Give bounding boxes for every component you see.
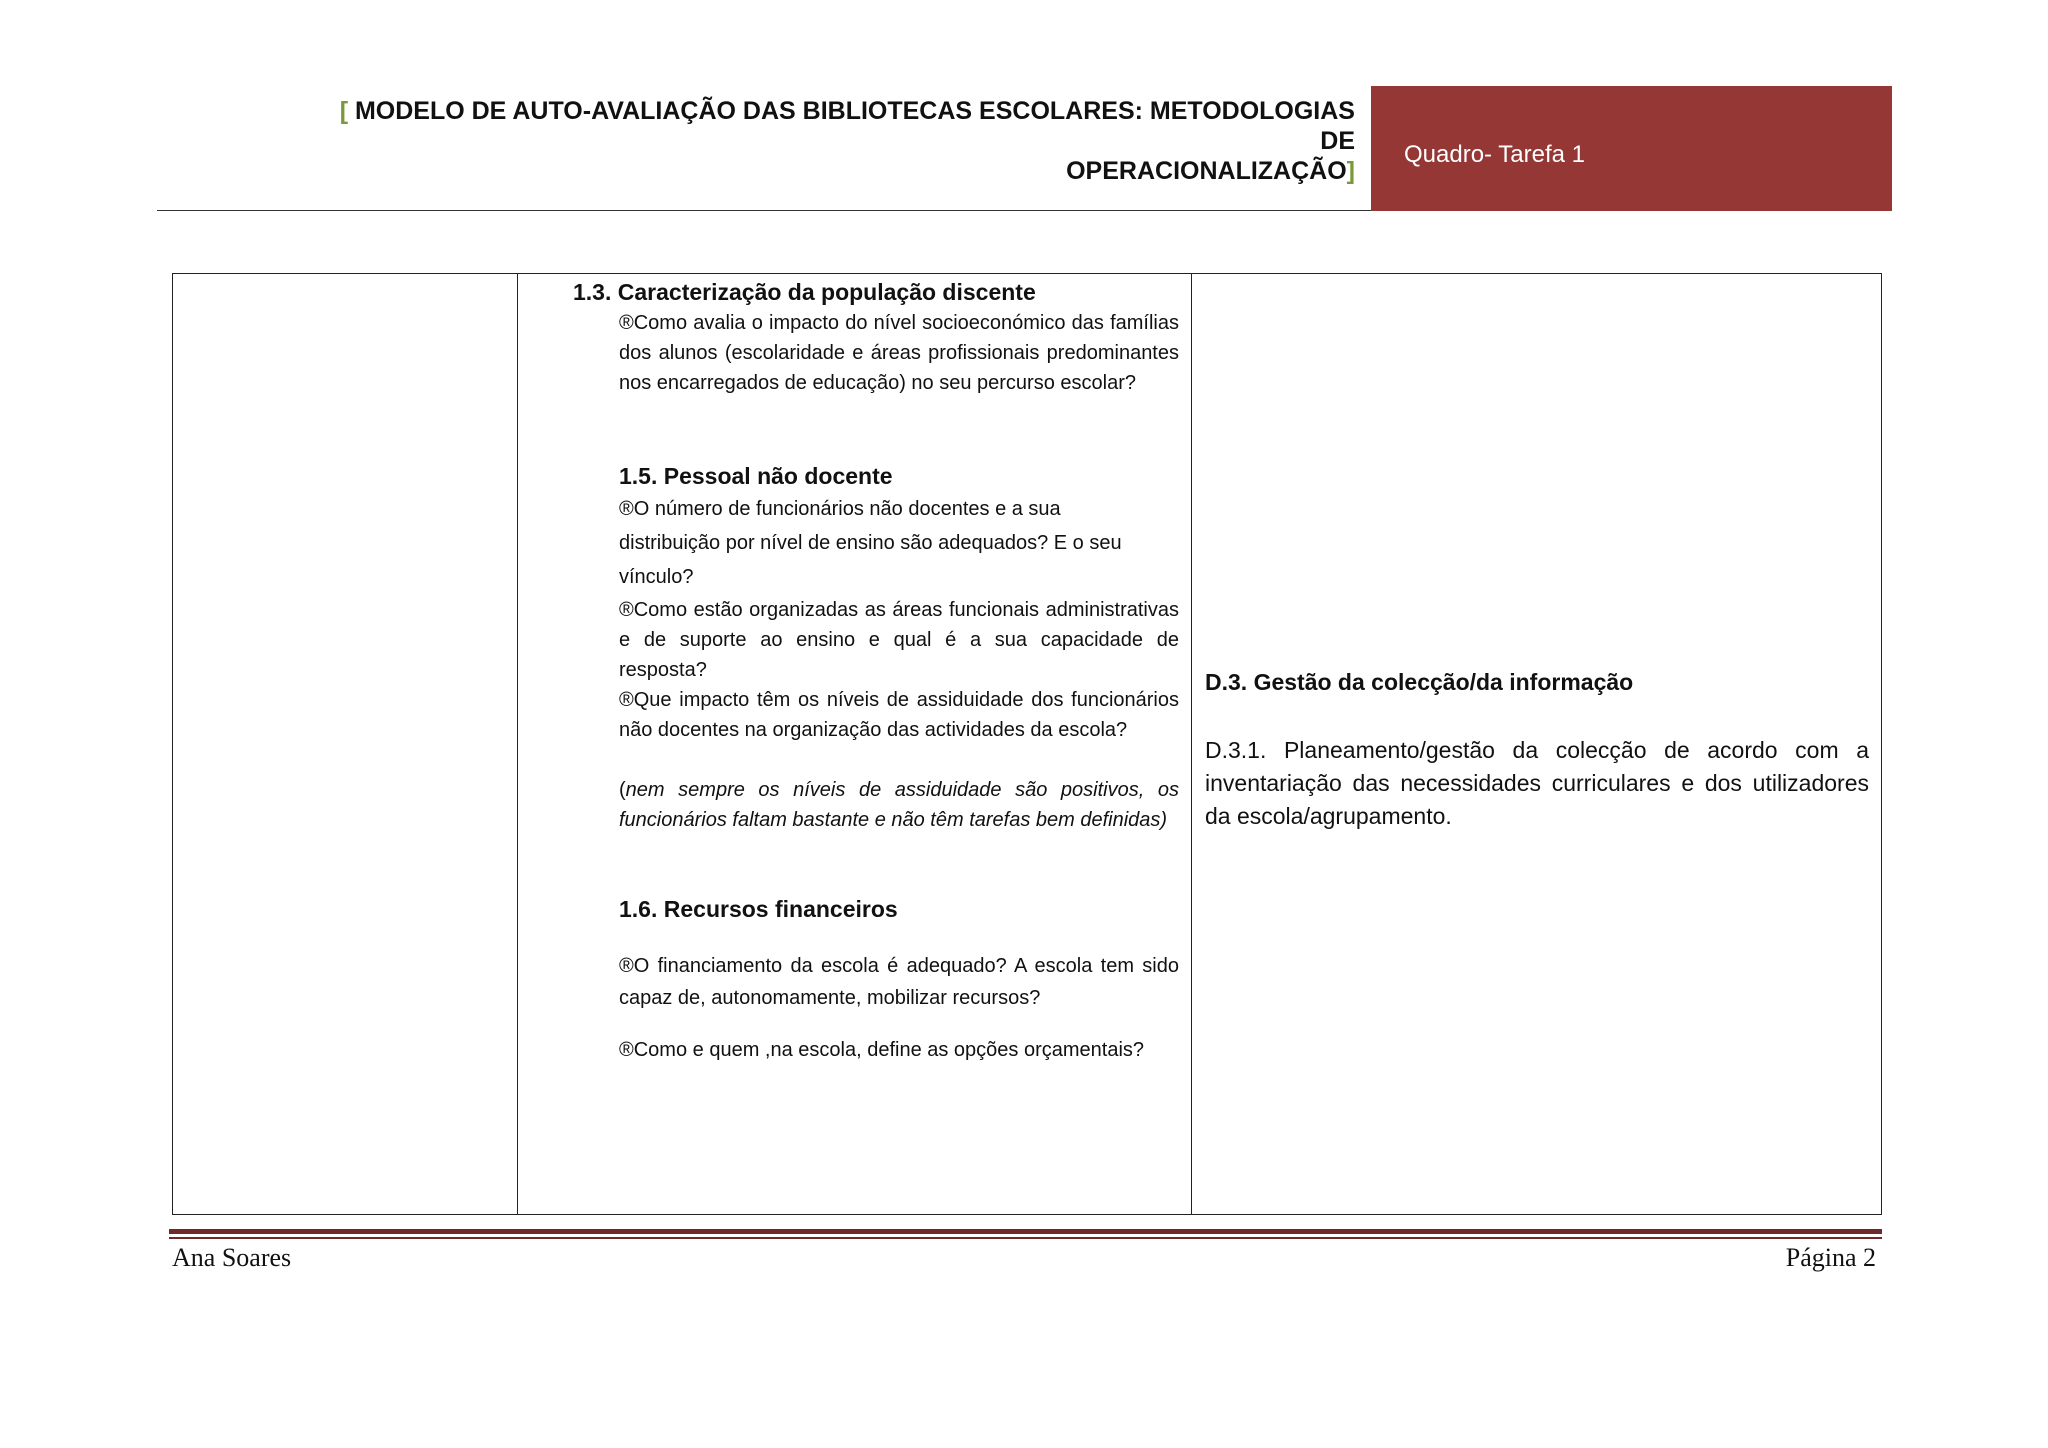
- header-title-text2: OPERACIONALIZAÇÃO: [1066, 157, 1347, 185]
- header-bracket-open: [: [339, 97, 349, 125]
- section-1-5-question-1: [619, 492, 1122, 594]
- footer-rule-thick: [169, 1229, 1882, 1234]
- header-title-line2: [330, 156, 1355, 186]
- header-title-text1: MODELO DE AUTO-AVALIAÇÃO DAS BIBLIOTECAS ESCOLARES: METODOLOGIAS DE: [348, 97, 1355, 155]
- section-1-5-q1-line2: distribuição por nível de ensino são adequados? E o seu: [619, 532, 1122, 554]
- footer-author: Ana Soares: [172, 1243, 292, 1272]
- header-title-line1: [330, 96, 1355, 156]
- section-1-6-question-2: ®Como e quem ,na escola, define as opções orçamentais?: [619, 1039, 1145, 1061]
- section-1-5-q1-line1: ®O número de funcionários não docentes e a sua: [619, 498, 1061, 520]
- header-rule: [157, 210, 1371, 211]
- header-bracket-close: ]: [1346, 157, 1355, 185]
- section-1-5-note: [619, 775, 1179, 835]
- section-1-6-heading: 1.6. Recursos financeiros: [619, 896, 898, 922]
- section-1-5-heading: 1.5. Pessoal não docente: [619, 463, 893, 489]
- section-1-5-q1-line3: vínculo?: [619, 566, 694, 588]
- section-1-3-question: ®Como avalia o impacto do nível socioeconómico das famílias dos alunos (escolaridade e áreas profissionais predominantes nos encarregados de educação) no seu percurso escolar?: [619, 312, 1179, 394]
- content-table: [172, 273, 1882, 1215]
- section-1-5-note-paren: (: [619, 779, 626, 801]
- footer-rule-thin: [169, 1237, 1882, 1239]
- header-label-box: [1371, 86, 1892, 211]
- section-1-5-question-3: ®Que impacto têm os níveis de assiduidade dos funcionários não docentes na organização das actividades da escola?: [619, 689, 1179, 741]
- header-box-label: Quadro- Tarefa 1: [1404, 141, 1585, 168]
- d31-text: D.3.1. Planeamento/gestão da colecção de acordo com a inventariação das necessidades curriculares e dos utilizadores da escola/agrupamento.: [1205, 737, 1869, 829]
- section-1-5-question-2: ®Como estão organizadas as áreas funcionais administrativas e de suporte ao ensino e qual é a sua capacidade de resposta?: [619, 599, 1179, 681]
- document-header-title: [330, 96, 1355, 186]
- section-1-3-heading: 1.3. Caracterização da população discente: [573, 279, 1036, 305]
- d3-heading: D.3. Gestão da colecção/da informação: [1205, 669, 1634, 695]
- section-1-6-question-1: ®O financiamento da escola é adequado? A escola tem sido capaz de, autonomamente, mobilizar recursos?: [619, 955, 1179, 1009]
- section-1-5-note-text: nem sempre os níveis de assiduidade são positivos, os funcionários faltam bastante e não têm tarefas bem definidas): [619, 779, 1179, 831]
- footer-page-number: Página 2: [1785, 1243, 1876, 1272]
